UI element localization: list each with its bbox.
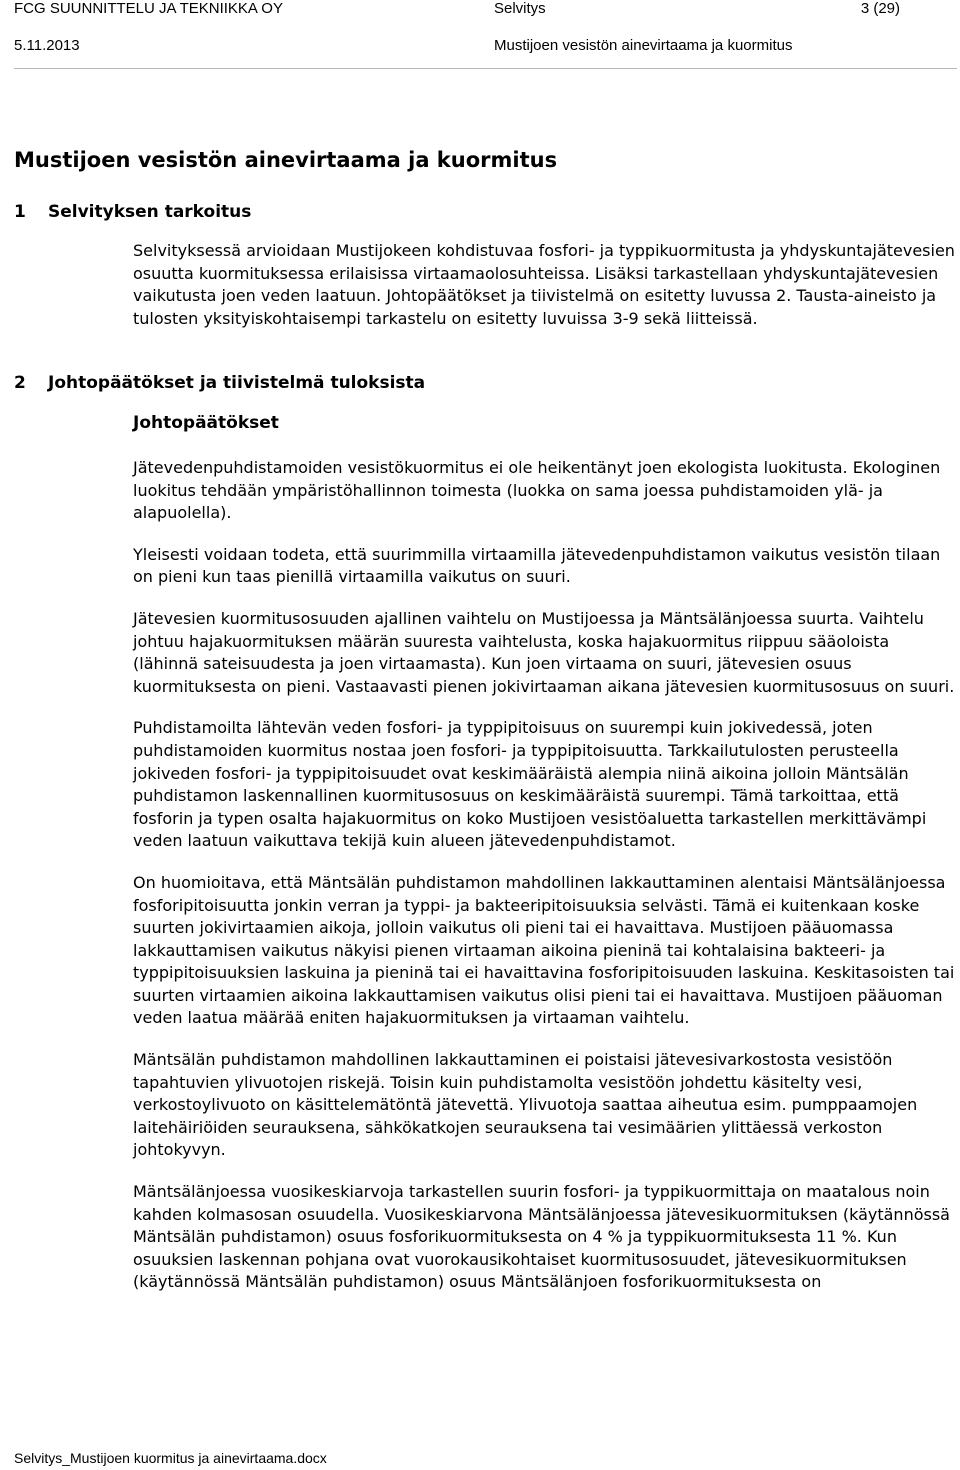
paragraph: Selvityksessä arvioidaan Mustijokeen kohdistuvaa fosfori- ja typpikuormitusta ja yhdyskuntajätevesien osuutta kuormituksessa erilaisissa virtaamaolosuhteissa. Lisäksi tarkastellaan yhdyskuntajätevesien vaikutusta joen veden laatuun. Johtopäätökset ja tiivistelmä on esitetty luvussa 2. Tausta-aineisto ja tulosten yksityiskohtaisempi tarkastelu on esitetty luvuissa 3-9 sekä liitteissä. <box>133 241 955 328</box>
section-1-body <box>133 240 957 330</box>
section-1-heading <box>14 200 251 224</box>
header-date: 5.11.2013 <box>14 37 80 54</box>
section-1-number: 1 <box>14 202 26 222</box>
paragraph: Yleisesti voidaan todeta, että suurimmilla virtaamilla jätevedenpuhdistamon vaikutus vesistön tilaan on pieni kun taas pienillä virtaamilla vaikutus on suuri. <box>133 544 941 587</box>
section-2-body <box>133 457 957 1313</box>
header-doc-title: Mustijoen vesistön ainevirtaama ja kuormitus <box>494 37 793 54</box>
section-2-number: 2 <box>14 373 26 393</box>
document-title: Mustijoen vesistön ainevirtaama ja kuormitus <box>14 148 558 172</box>
paragraph: Jätevesien kuormitusosuuden ajallinen vaihtelu on Mustijoessa ja Mäntsälänjoessa suurta. Vaihtelu johtuu hajakuormituksen määrän suuresta vaihtelusta, koska hajakuormitus riippuu sääoloista (lähinnä sateisuudesta ja joen virtaamasta). Kun joen virtaama on suuri, jätevesien osuus kuormituksesta on pieni. Vastaavasti pienen jokivirtaaman aikana jätevesien kuormitusosuus on suuri. <box>133 608 955 696</box>
header-doc-type: Selvitys <box>494 0 546 17</box>
footer-filename: Selvitys_Mustijoen kuormitus ja ainevirtaama.docx <box>14 1450 327 1466</box>
paragraph: Jätevedenpuhdistamoiden vesistökuormitus ei ole heikentänyt joen ekologista luokitusta. Ekologinen luokitus tehdään ympäristöhallinnon toimesta (luokka on sama joessa puhdistamoiden ylä- ja alapuolella). <box>133 458 941 523</box>
section-1-title: Selvityksen tarkoitus <box>48 202 252 222</box>
header-organization: FCG SUUNNITTELU JA TEKNIIKKA OY <box>14 0 283 17</box>
paragraph: Mäntsälänjoessa vuosikeskiarvoja tarkastellen suurin fosfori- ja typpikuormittaja on maatalous noin kahden kolmasosan osuudella. Vuosikeskiarvona Mäntsälänjoessa jätevesikuormituksen (käytännössä Mäntsälän puhdistamon) osuus fosforikuormituksesta on 4 % ja typpikuormituksesta 11 %. Kun osuuksien laskennan pohjana ovat vuorokausikohtaiset kuormitusosuudet, jätevesikuormituksen (käytännössä Mäntsälän puhdistamon) osuus Mäntsälänjoen fosforikuormituksesta on <box>133 1182 950 1292</box>
paragraph: On huomioitava, että Mäntsälän puhdistamon mahdollinen lakkauttaminen alentaisi Mäntsälänjoessa fosforipitoisuutta jonkin verran ja typpi- ja bakteeripitoisuuksia selvästi. Tämä ei kuitenkaan koske suurten jokivirtaamien aikoja, jolloin vaikutus oli pieni tai ei havaittava. Mustijoen pääuomassa lakkauttamisen vaikutus näkyisi pienen virtaaman aikoina pieninä tai kohtalaisina bakteeri- ja typpipitoisuuksien laskuina ja pieninä tai ei havaittavina fosforipitoisuuden laskuina. Keskitasoisten tai suurten virtaamien aikoina lakkauttamisen vaikutus olisi pieni tai ei havaittava. Mustijoen pääuoman veden laatua määrää eniten hajakuormituksen ja virtaaman vaihtelu. <box>133 872 955 1028</box>
section-2-heading <box>14 371 425 395</box>
header-page-number: 3 (29) <box>860 0 900 17</box>
section-2-title: Johtopäätökset ja tiivistelmä tuloksista <box>48 373 426 393</box>
header-divider <box>14 68 957 69</box>
paragraph: Puhdistamoilta lähtevän veden fosfori- ja typpipitoisuus on suurempi kuin jokivedessä, joten puhdistamoiden kuormitus nostaa joen fosfori- ja typpipitoisuutta. Tarkkailutulosten perusteella jokiveden fosfori- ja typpipitoisuudet ovat keskimääräistä alempia niinä aikoina jolloin Mäntsälän puhdistamon laskennallinen kuormitusosuus on keskimääräistä suurempi. Tämä tarkoittaa, että fosforin ja typen osalta hajakuormitus on koko Mustijoen vesistöaluetta tarkastellen merkittävämpi veden laatuun vaikuttava tekijä kuin alueen jätevedenpuhdistamot. <box>133 718 927 851</box>
paragraph: Mäntsälän puhdistamon mahdollinen lakkauttaminen ei poistaisi jätevesivarkostosta vesistöön tapahtuvien ylivuotojen riskejä. Toisin kuin puhdistamolta vesistöön johdettu käsitelty vesi, verkostoylivuoto on käsittelemätöntä jätevettä. Ylivuotoja saattaa aiheutua esim. pumppaamojen laitehäiriöiden seurauksena, sähkökatkojen seurauksena tai vesimäärien ylittäessä verkoston johtokyvyn. <box>133 1050 918 1160</box>
subsection-heading: Johtopäätökset <box>133 413 279 433</box>
